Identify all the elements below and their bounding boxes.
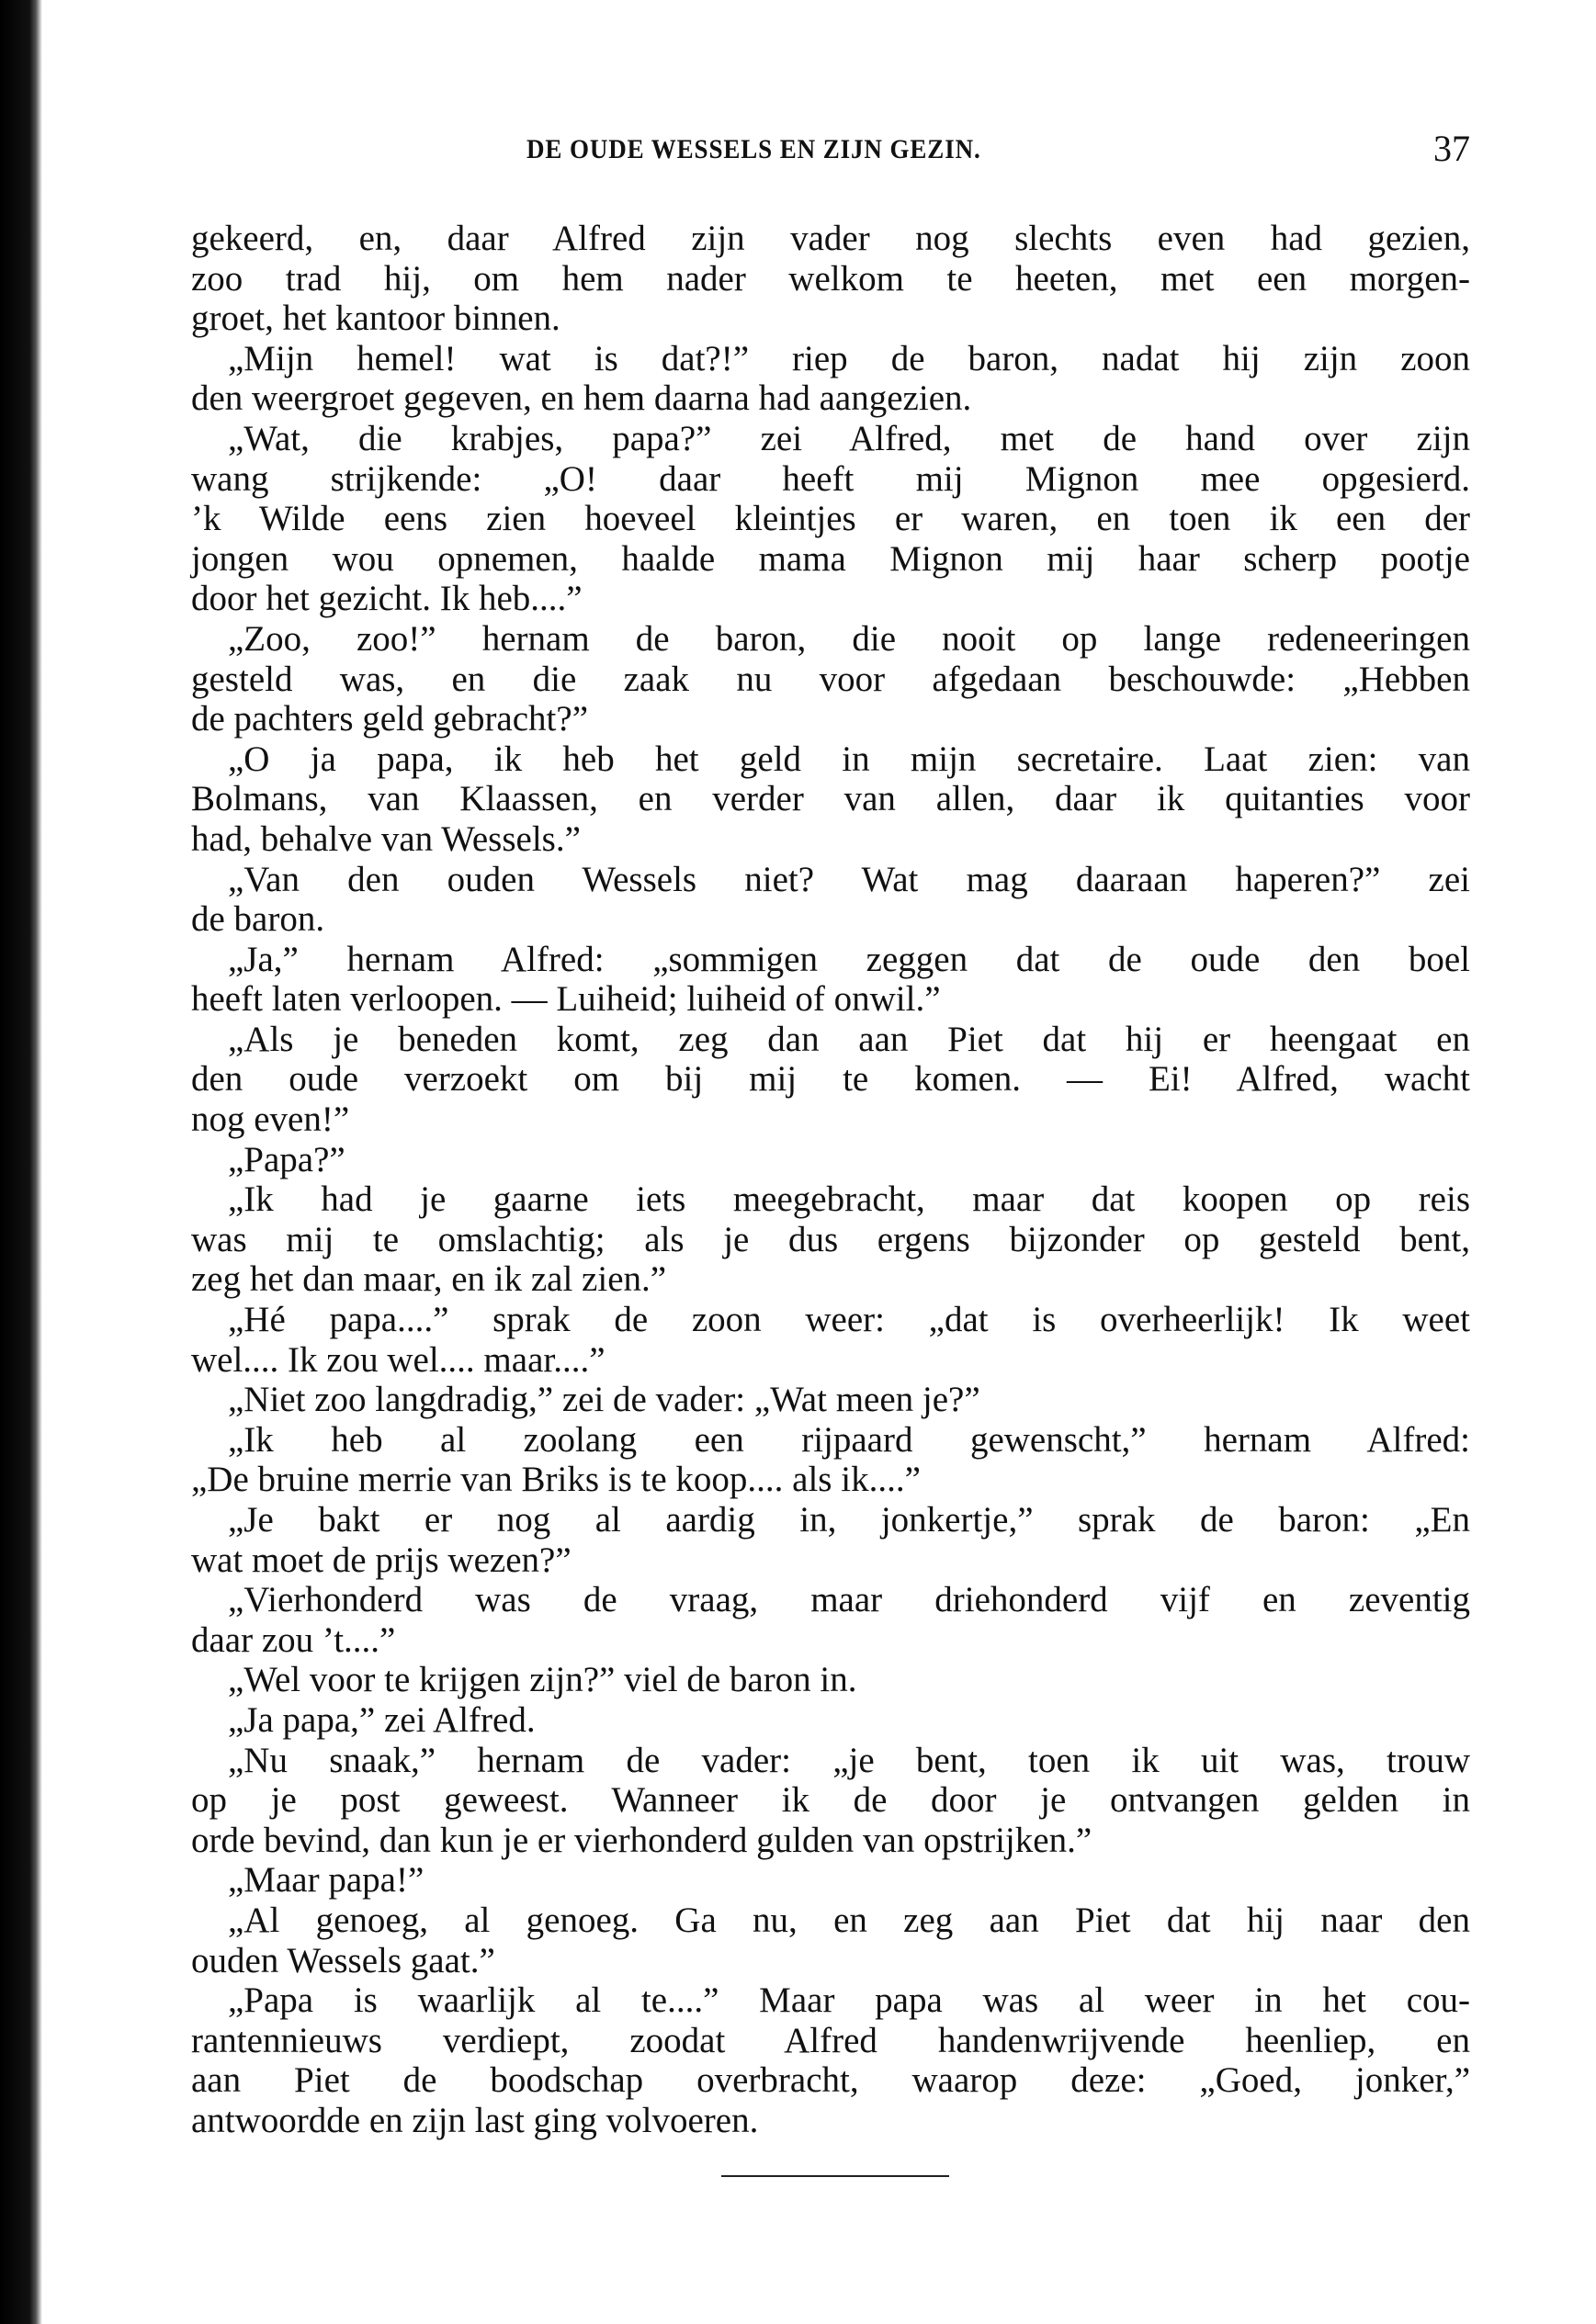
text-line: „Ja,” hernam Alfred: „sommigen zeggen dat de oude den boel (228, 939, 1470, 979)
text-line: daar zou ’t....” (191, 1619, 396, 1660)
text-line: nog even!” (191, 1100, 350, 1140)
text-line: den weergroet gegeven, en hem daarna had aangezien. (191, 378, 972, 419)
text-line: „Zoo, zoo!” hernam de baron, die nooit op lange redeneeringen (228, 618, 1470, 659)
text-line: den oude verzoekt om bij mij te komen. — Ei! Alfred, wacht (191, 1059, 1470, 1100)
text-line: „Niet zoo langdradig,” zei de vader: „Wat meen je?” (228, 1380, 980, 1420)
book-binding-edge (0, 0, 42, 2324)
text-line: Bolmans, van Klaassen, en verder van allen, daar ik quitanties voor (191, 779, 1470, 819)
text-line: zoo trad hij, om hem nader welkom te heeten, met een morgen- (191, 258, 1470, 299)
text-line: groet, het kantoor binnen. (191, 299, 560, 339)
text-line: was mij te omslachtig; als je dus ergens bijzonder op gesteld bent, (191, 1219, 1470, 1259)
body-text (191, 219, 1470, 2141)
text-line: „O ja papa, ik heb het geld in mijn secretaire. Laat zien: van (228, 739, 1470, 779)
section-end-rule (721, 2175, 949, 2177)
text-line: de baron. (191, 899, 325, 940)
text-line: door het gezicht. Ik heb....” (191, 579, 583, 619)
text-line: „Je bakt er nog al aardig in, jonkertje,” sprak de baron: „En (228, 1500, 1470, 1540)
text-line: heeft laten verloopen. — Luiheid; luiheid of onwil.” (191, 979, 941, 1020)
text-line: „Nu snaak,” hernam de vader: „je bent, toen ik uit was, trouw (228, 1740, 1470, 1780)
text-line: „Als je beneden komt, zeg dan aan Piet dat hij er heengaat en (228, 1019, 1470, 1059)
text-line: aan Piet de boodschap overbracht, waarop deze: „Goed, jonker,” (191, 2060, 1470, 2101)
text-line: „Mijn hemel! wat is dat?!” riep de baron, nadat hij zijn zoon (228, 338, 1470, 378)
text-line: ouden Wessels gaat.” (191, 1940, 495, 1980)
text-line: „Ik heb al zoolang een rijpaard gewenscht,” hernam Alfred: (228, 1419, 1470, 1460)
text-line: zeg het dan maar, en ik zal zien.” (191, 1259, 667, 1300)
text-line: rantennieuws verdiept, zoodat Alfred handenwrijvende heenliep, en (191, 2020, 1470, 2060)
text-line: „Wel voor te krijgen zijn?” viel de baron in. (228, 1660, 857, 1700)
text-line: „Ja papa,” zei Alfred. (228, 1699, 536, 1740)
text-line: wat moet de prijs wezen?” (191, 1540, 572, 1580)
text-line: gesteld was, en die zaak nu voor afgedaan beschouwde: „Hebben (191, 659, 1470, 699)
text-line: „Hé papa....” sprak de zoon weer: „dat is overheerlijk! Ik weet (228, 1300, 1470, 1340)
text-line: „Van den ouden Wessels niet? Wat mag daaraan haperen?” zei (228, 859, 1470, 899)
text-line: jongen wou opnemen, haalde mama Mignon mij haar scherp pootje (191, 538, 1470, 579)
text-line: „Wat, die krabjes, papa?” zei Alfred, met de hand over zijn (228, 418, 1470, 458)
text-line: ’k Wilde eens zien hoeveel kleintjes er waren, en toen ik een der (191, 499, 1470, 539)
text-line: „Ik had je gaarne iets meegebracht, maar dat koopen op reis (228, 1179, 1470, 1220)
text-line: „Papa is waarlijk al te....” Maar papa was al weer in het cou- (228, 1980, 1470, 2021)
text-line: gekeerd, en, daar Alfred zijn vader nog slechts even had gezien, (191, 219, 1470, 258)
page-header (191, 127, 1470, 173)
running-title: DE OUDE WESSELS EN ZIJN GEZIN. (526, 134, 981, 164)
text-line: antwoordde en zijn last ging volvoeren. (191, 2100, 759, 2140)
text-line: „Maar papa!” (228, 1860, 424, 1901)
text-line: „Papa?” (228, 1139, 345, 1179)
text-line: orde bevind, dan kun je er vierhonderd gulden van opstrijken.” (191, 1820, 1092, 1860)
text-line: „Vierhonderd was de vraag, maar driehonderd vijf en zeventig (228, 1580, 1470, 1620)
text-line: had, behalve van Wessels.” (191, 818, 581, 859)
page-number: 37 (1433, 128, 1470, 169)
text-line: op je post geweest. Wanneer ik de door je ontvangen gelden in (191, 1780, 1470, 1821)
text-line: „De bruine merrie van Briks is te koop.... als ik....” (191, 1460, 921, 1500)
text-line: „Al genoeg, al genoeg. Ga nu, en zeg aan Piet dat hij naar den (228, 1900, 1470, 1940)
text-line: wel.... Ik zou wel.... maar....” (191, 1339, 606, 1380)
text-line: wang strijkende: „O! daar heeft mij Mignon mee opgesierd. (191, 458, 1470, 499)
text-line: de pachters geld gebracht?” (191, 699, 589, 739)
